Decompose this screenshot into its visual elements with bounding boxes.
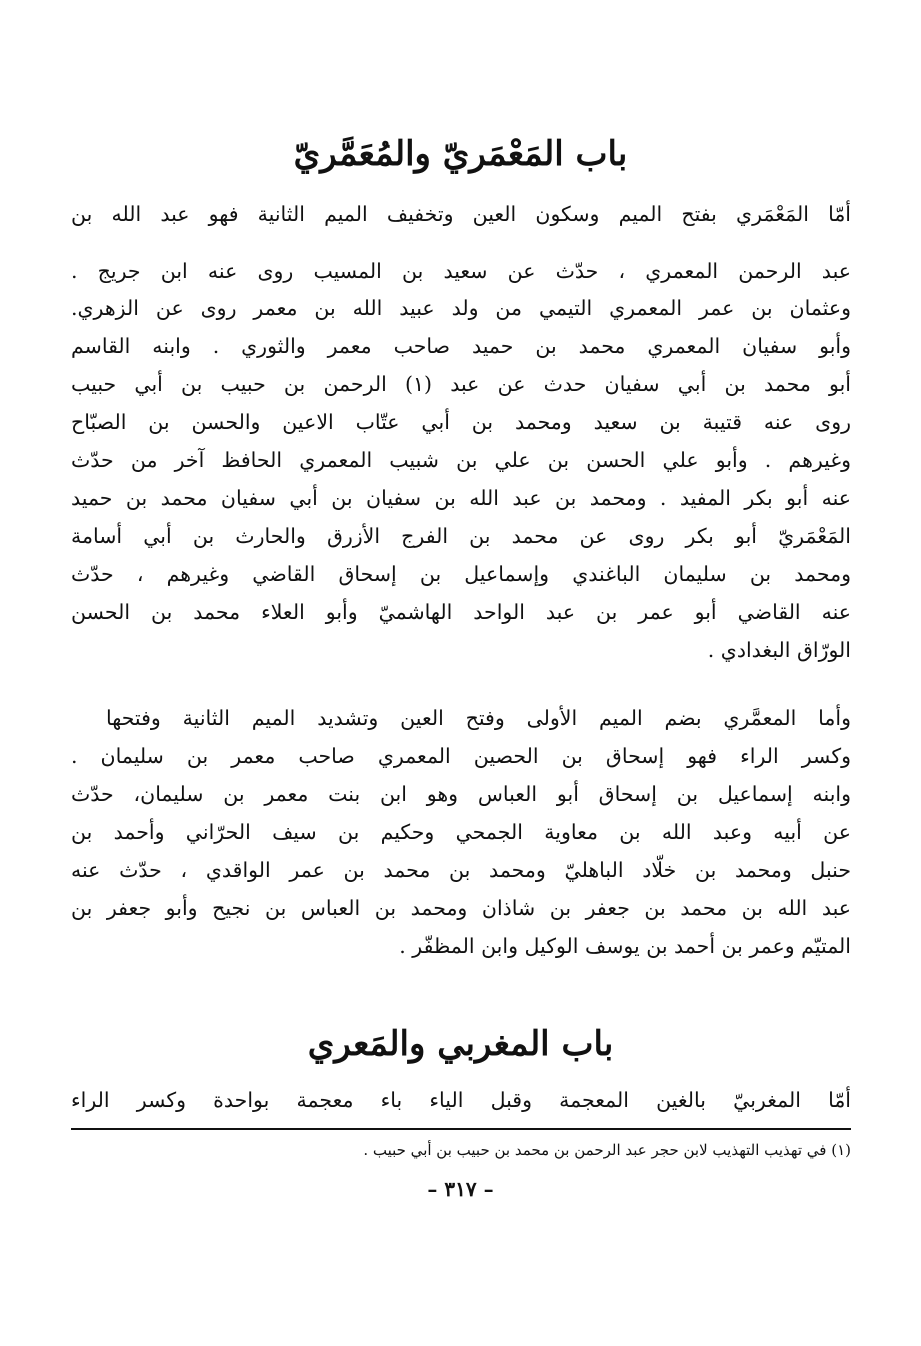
text-line: عبد الرحمن المعمري ، حدّث عن سعيد بن المسيب روى عنه ابن جريج . [71,259,851,283]
text-line: وعثمان بن عمر المعمري التيمي من ولد عبيد الله بن معمر روى عن الزهري. [71,296,851,320]
section-heading-maghribi: باب المغربي والمَعري [307,1024,614,1064]
text-line: المتيّم وعمر بن أحمد بن يوسف الوكيل وابن المظفّر . [399,934,851,958]
text-line: المَعْمَريّ أبو بكر روى عن محمد بن الفرج الأزرق والحارث بن أبي أسامة [71,524,851,548]
text-line: عنه أبو بكر المفيد . ومحمد بن عبد الله بن سفيان بن أبي سفيان محمد بن حميد [71,486,851,510]
text-line: أمّا المغربيّ بالغين المعجمة وقبل الياء باء معجمة بواحدة وكسر الراء [71,1088,851,1112]
text-line: أمّا المَعْمَري بفتح الميم وسكون العين وتخفيف الميم الثانية فهو عبد الله بن [71,202,851,226]
text-line: روى عنه قتيبة بن سعيد ومحمد بن أبي عتّاب الاعين والحسن بن الصبّاح [71,410,851,434]
text-line: وكسر الراء فهو إسحاق بن الحصين المعمري صاحب معمر بن سليمان . [71,744,851,768]
text-line: وابنه إسماعيل بن إسحاق أبو العباس وهو ابن بنت معمر بن سليمان، حدّث [71,782,851,806]
text-line: وأبو سفيان المعمري محمد بن حميد صاحب معمر والثوري . وابنه القاسم [71,334,851,358]
text-line: حنبل ومحمد بن خلّاد الباهليّ ومحمد بن محمد بن عمر الواقدي ، حدّث عنه [71,858,851,882]
text-line: وغيرهم . وأبو علي الحسن بن علي بن شبيب المعمري الحافظ آخر من حدّث [71,448,851,472]
text-line: عن أبيه وعبد الله بن معاوية الجمحي وحكيم بن سيف الحرّاني وأحمد بن [71,820,851,844]
text-line: وأما المعمَّري بضم الميم الأولى وفتح العين وتشديد الميم الثانية وفتحها [106,706,851,730]
text-line: ومحمد بن سليمان الباغندي وإسماعيل بن إسحاق القاضي وغيرهم ، حدّث [71,562,851,586]
text-line: الورّاق البغدادي . [707,638,851,662]
footnote-divider [71,1128,851,1130]
text-line: أبو محمد بن أبي سفيان حدث عن عبد (١) الرحمن بن حبيب بن أبي حبيب [71,372,851,396]
text-line: عنه القاضي أبو عمر بن عبد الواحد الهاشميّ وأبو العلاء محمد بن الحسن [71,600,851,624]
page-number: – ٣١٧ – [427,1177,494,1201]
section-heading-mamari: باب المَعْمَريّ والمُعَمَّريّ [293,134,628,174]
text-line: عبد الله بن محمد بن جعفر بن شاذان ومحمد بن العباس بن نجيح وأبو جعفر بن [71,896,851,920]
footnote: (١) في تهذيب التهذيب لابن حجر عبد الرحمن بن محمد بن حبيب بن أبي حبيب . [363,1141,851,1159]
